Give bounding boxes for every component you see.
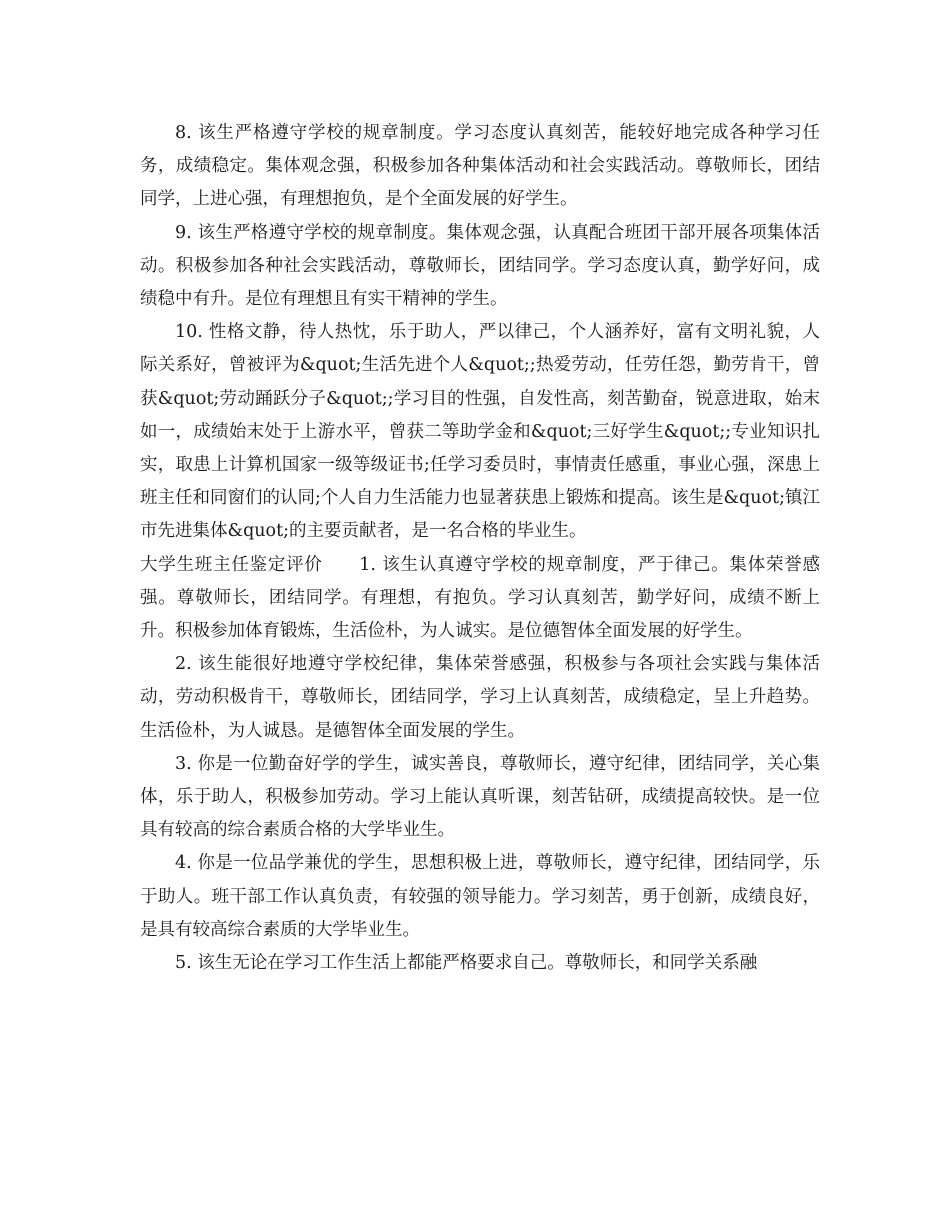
paragraph-item-10: 10. 性格文静，待人热忱，乐于助人，严以律己，个人涵养好，富有文明礼貌，人际关系好，曾被评为&quot;生活先进个人&quot;;热爱劳动，任劳任怨，勤劳肯干，曾获&quot;劳动踊跃分子&quot;;学习目的性强，自发性高，刻苦勤奋，锐意进取，始末如一，成绩始末处于上游水平，曾获二等助学金和&quot;三好学生&quot;;专业知识扎实，取患上计算机国家一级等级证书;任学习委员时，事情责任感重，事业心强，深患上班主任和同窗们的认同;个人自力生活能力也显著获患上锻炼和提高。该生是&quot;镇江市先进集体&quot;的主要贡献者，是一名合格的毕业生。 [140, 322, 820, 542]
document-body [140, 117, 820, 980]
paragraph-item-2: 2. 该生能很好地遵守学校纪律，集体荣誉感强，积极参与各项社会实践与集体活动，劳动积极肯干，尊敬师长，团结同学，学习上认真刻苦，成绩稳定，呈上升趋势。生活俭朴，为人诚恳。是德智体全面发展的学生。 [140, 654, 820, 741]
paragraph-item-5: 5. 该生无论在学习工作生活上都能严格要求自己。尊敬师长，和同学关系融 [175, 953, 758, 974]
paragraph-item-3: 3. 你是一位勤奋好学的学生，诚实善良，尊敬师长，遵守纪律，团结同学，关心集体，乐于助人，积极参加劳动。学习上能认真听课，刻苦钻研，成绩提高较快。是一位具有较高的综合素质合格的大学毕业生。 [140, 753, 820, 841]
section-heading-and-item-1: 大学生班主任鉴定评价 1. 该生认真遵守学校的规章制度，严于律己。集体荣誉感强。尊敬师长，团结同学。有理想，有抱负。学习认真刻苦，勤学好问，成绩不断上升。积极参加体育锻炼，生活俭朴，为人诚实。是位德智体全面发展的好学生。 [140, 554, 820, 642]
paragraph-item-9: 9. 该生严格遵守学校的规章制度。集体观念强，认真配合班团干部开展各项集体活动。积极参加各种社会实践活动，尊敬师长，团结同学。学习态度认真，勤学好问，成绩稳中有升。是位有理想且有实干精神的学生。 [140, 222, 820, 310]
paragraph-item-8: 8. 该生严格遵守学校的规章制度。学习态度认真刻苦，能较好地完成各种学习任务，成绩稳定。集体观念强，积极参加各种集体活动和社会实践活动。尊敬师长，团结同学，上进心强，有理想抱负，是个全面发展的好学生。 [140, 123, 820, 210]
paragraph-item-4: 4. 你是一位品学兼优的学生，思想积极上进，尊敬师长，遵守纪律，团结同学，乐于助人。班干部工作认真负责，有较强的领导能力。学习刻苦，勇于创新，成绩良好，是具有较高综合素质的大学毕业生。 [140, 853, 820, 940]
